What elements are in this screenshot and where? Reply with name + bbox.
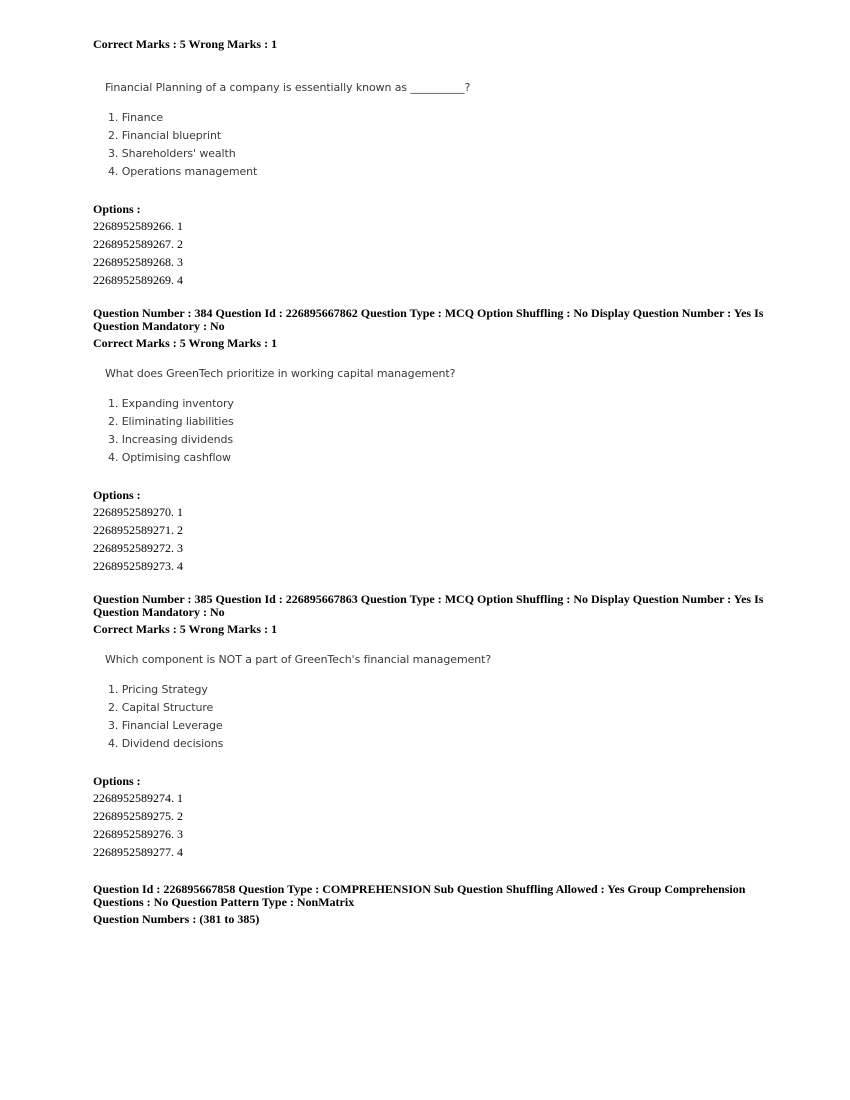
q385-choice-4: 4. Dividend decisions — [108, 737, 224, 750]
q384-choice-1: 1. Expanding inventory — [108, 397, 234, 410]
q383-choice-1: 1. Finance — [108, 111, 164, 124]
comprehension-question-numbers: Question Numbers : (381 to 385) — [93, 912, 260, 926]
comprehension-header: Question Id : 226895667858 Question Type : COMPREHENSION Sub Question Shuffling Allowed : Yes Group Comprehension Questions : No Question Pattern Type : NonMatrix — [93, 882, 746, 909]
q383-choice-4: 4. Operations management — [108, 165, 258, 178]
q383-question-text: Financial Planning of a company is essentially known as __________? — [105, 81, 471, 94]
q384-option-1: 2268952589270. 1 — [93, 505, 183, 519]
q385-question-text: Which component is NOT a part of GreenTech's financial management? — [105, 653, 492, 666]
q384-marks: Correct Marks : 5 Wrong Marks : 1 — [93, 336, 278, 350]
q383-choice-3: 3. Shareholders' wealth — [108, 147, 236, 160]
q385-options-label: Options : — [93, 774, 141, 788]
q385-option-2: 2268952589275. 2 — [93, 809, 183, 823]
q385-option-4: 2268952589277. 4 — [93, 845, 183, 859]
q383-option-2: 2268952589267. 2 — [93, 237, 183, 251]
q384-option-4: 2268952589273. 4 — [93, 559, 183, 573]
q383-choice-2: 2. Financial blueprint — [108, 129, 222, 142]
q383-option-3: 2268952589268. 3 — [93, 255, 183, 269]
q384-option-3: 2268952589272. 3 — [93, 541, 183, 555]
q385-choice-2: 2. Capital Structure — [108, 701, 214, 714]
q384-choice-2: 2. Eliminating liabilities — [108, 415, 234, 428]
q385-choice-3: 3. Financial Leverage — [108, 719, 223, 732]
q384-option-2: 2268952589271. 2 — [93, 523, 183, 537]
q383-option-4: 2268952589269. 4 — [93, 273, 183, 287]
q385-header: Question Number : 385 Question Id : 226895667863 Question Type : MCQ Option Shuffling : No Display Question Number : Yes Is Question Mandatory : No — [93, 592, 764, 619]
q383-options-label: Options : — [93, 202, 141, 216]
q385-marks: Correct Marks : 5 Wrong Marks : 1 — [93, 622, 278, 636]
q385-option-1: 2268952589274. 1 — [93, 791, 183, 805]
q385-choice-1: 1. Pricing Strategy — [108, 683, 208, 696]
q385-option-3: 2268952589276. 3 — [93, 827, 183, 841]
q383-option-1: 2268952589266. 1 — [93, 219, 183, 233]
q384-options-label: Options : — [93, 488, 141, 502]
q384-choice-3: 3. Increasing dividends — [108, 433, 234, 446]
q383-marks: Correct Marks : 5 Wrong Marks : 1 — [93, 37, 278, 51]
q384-question-text: What does GreenTech prioritize in working capital management? — [105, 367, 456, 380]
q384-header: Question Number : 384 Question Id : 226895667862 Question Type : MCQ Option Shuffling : No Display Question Number : Yes Is Question Mandatory : No — [93, 306, 764, 333]
q384-choice-4: 4. Optimising cashflow — [108, 451, 231, 464]
